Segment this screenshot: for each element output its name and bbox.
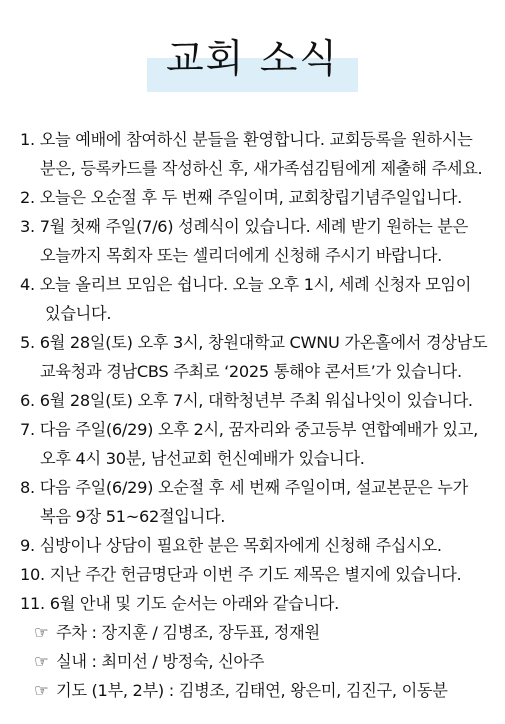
list-item-continuation	[20, 241, 498, 270]
duty-text: 주차 : 장지훈 / 김병조, 장두표, 정재원	[56, 623, 320, 642]
list-item	[20, 125, 498, 154]
pointing-hand-icon: ☞	[34, 681, 49, 700]
list-item	[20, 473, 498, 502]
list-item	[20, 183, 498, 212]
item-text: 6월 안내 및 기도 순서는 아래와 같습니다.	[49, 594, 340, 613]
item-text: 다음 주일(6/29) 오후 2시, 꿈자리와 중고등부 연합예배가 있고,	[39, 420, 478, 439]
list-item-continuation	[20, 299, 498, 328]
item-text: 지난 주간 헌금명단과 이번 주 기도 제목은 별지에 있습니다.	[49, 565, 462, 584]
item-text: 심방이나 상담이 필요한 분은 목회자에게 신청해 주십시오.	[39, 536, 442, 555]
item-number: 1.	[20, 130, 35, 149]
list-item	[20, 589, 498, 618]
item-text: 분은, 등록카드를 작성하신 후, 새가족섬김팀에게 제출해 주세요.	[40, 159, 483, 178]
item-number: 3.	[20, 217, 35, 236]
item-text: 오늘까지 목회자 또는 셀리더에게 신청해 주시기 바랍니다.	[40, 246, 443, 265]
item-number: 8.	[20, 478, 35, 497]
item-number: 9.	[20, 536, 35, 555]
item-text: 복음 9장 51~62절입니다.	[40, 507, 226, 526]
list-item	[20, 212, 498, 241]
item-number: 11.	[20, 594, 45, 613]
list-item	[20, 328, 498, 357]
item-number: 7.	[20, 420, 35, 439]
list-item-continuation	[20, 154, 498, 183]
duty-text: 기도 (1부, 2부) : 김병조, 김태연, 왕은미, 김진구, 이동분	[56, 681, 448, 700]
pointing-hand-icon: ☞	[34, 623, 49, 642]
announcement-list	[20, 125, 498, 705]
list-item	[20, 531, 498, 560]
item-number: 10.	[20, 565, 45, 584]
list-item	[20, 386, 498, 415]
list-item-continuation	[20, 444, 498, 473]
item-text: 오늘 올리브 모임은 쉽니다. 오늘 오후 1시, 세례 신청자 모임이	[39, 275, 472, 294]
item-number: 2.	[20, 188, 35, 207]
item-number: 5.	[20, 333, 35, 352]
list-item-continuation	[20, 357, 498, 386]
duty-row-prayer	[20, 676, 498, 705]
duty-row-parking	[20, 618, 498, 647]
item-text: 있습니다.	[45, 304, 112, 323]
list-item-continuation	[20, 502, 498, 531]
item-text: 7월 첫째 주일(7/6) 성례식이 있습니다. 세례 받기 원하는 분은	[39, 217, 468, 236]
item-text: 6월 28일(토) 오후 3시, 창원대학교 CWNU 가온홀에서 경상남도	[39, 333, 488, 352]
list-item	[20, 270, 498, 299]
item-text: 다음 주일(6/29) 오순절 후 세 번째 주일이며, 설교본문은 누가	[39, 478, 468, 497]
item-text: 오늘 예배에 참여하신 분들을 환영합니다. 교회등록을 원하시는	[39, 130, 473, 149]
item-number: 6.	[20, 391, 35, 410]
list-item	[20, 415, 498, 444]
item-text: 교육청과 경남CBS 주최로 ‘2025 통해야 콘서트’가 있습니다.	[40, 362, 462, 381]
pointing-hand-icon: ☞	[34, 652, 49, 671]
duty-text: 실내 : 최미선 / 방정숙, 신아주	[56, 652, 265, 671]
list-item	[20, 560, 498, 589]
item-text: 오늘은 오순절 후 두 번째 주일이며, 교회창립기념주일입니다.	[39, 188, 462, 207]
item-number: 4.	[20, 275, 35, 294]
page-title: 교회 소식	[165, 37, 340, 82]
item-text: 오후 4시 30분, 남선교회 헌신예배가 있습니다.	[40, 449, 365, 468]
title-area	[0, 30, 505, 90]
item-text: 6월 28일(토) 오후 7시, 대학청년부 주최 워십나잇이 있습니다.	[39, 391, 473, 410]
duty-row-indoor	[20, 647, 498, 676]
